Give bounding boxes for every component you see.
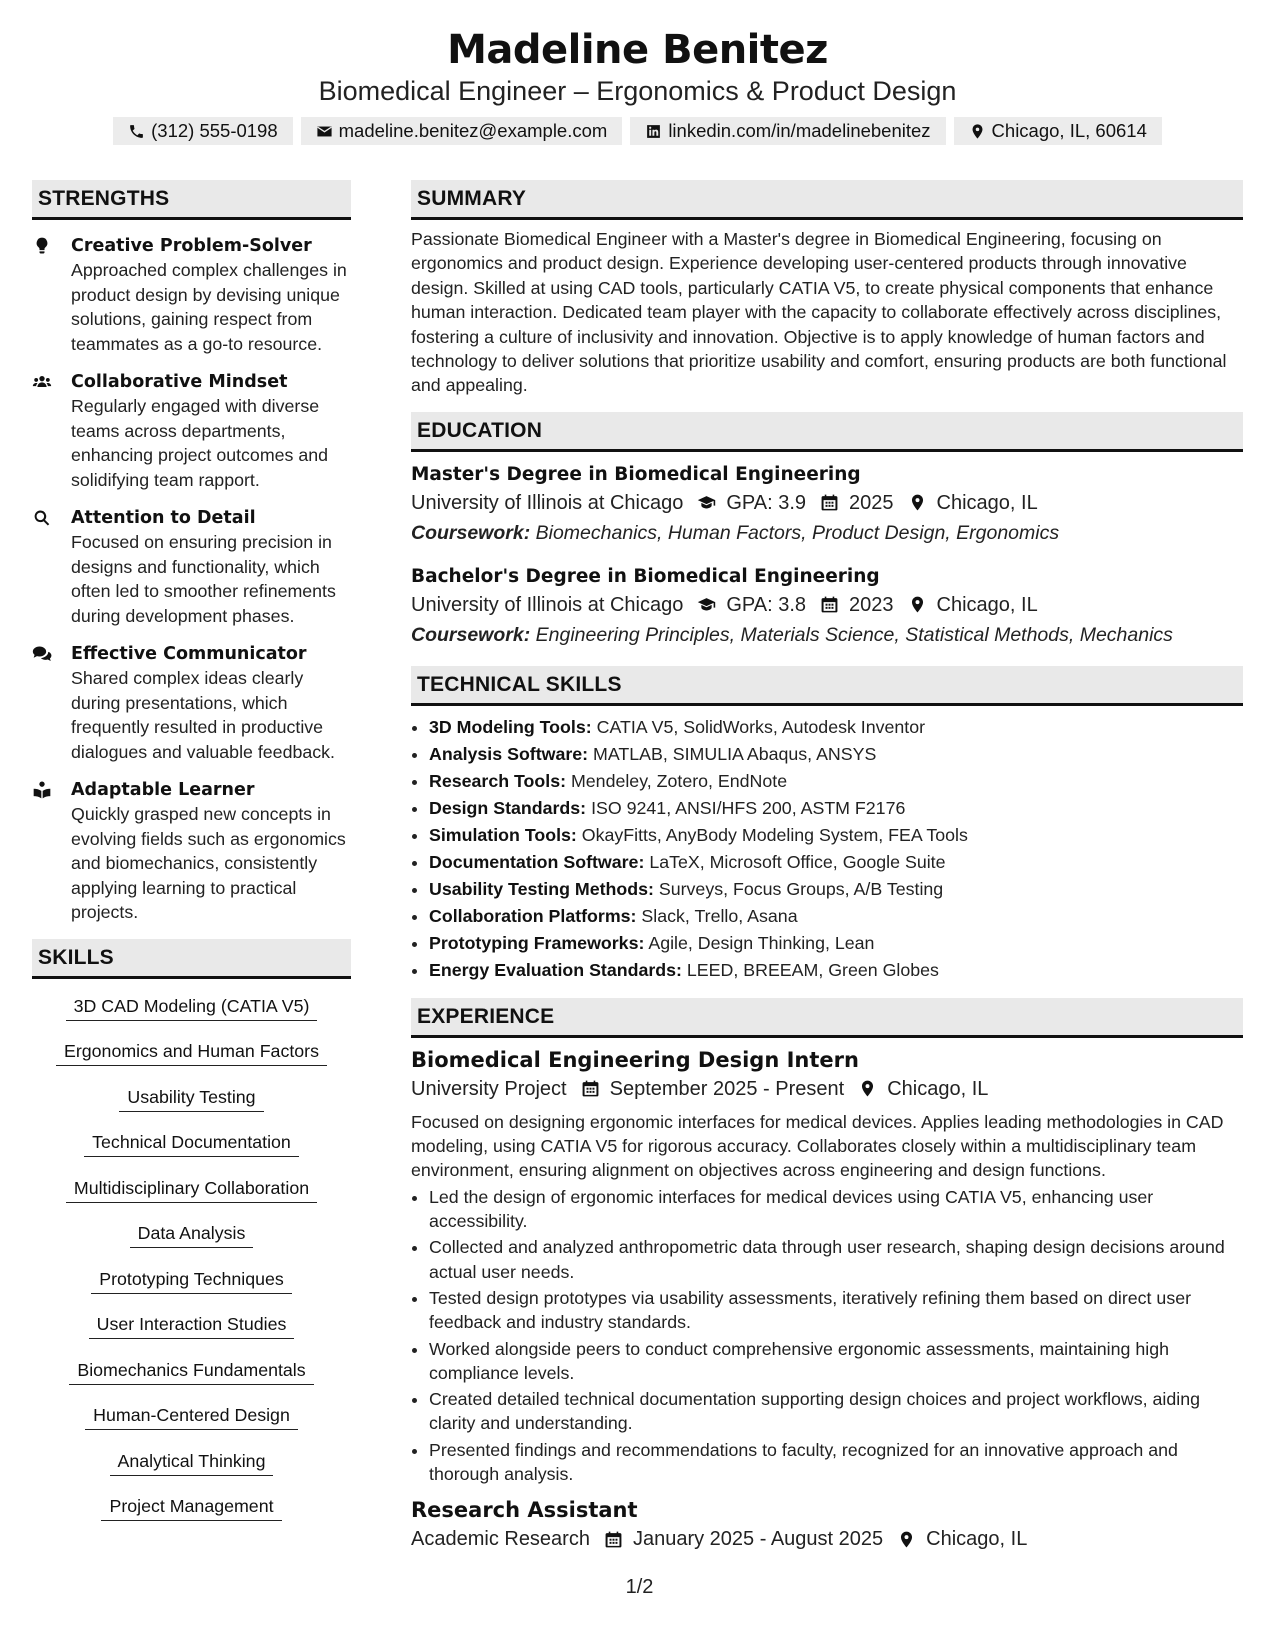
tech-skill-item [429, 876, 1243, 903]
tech-skill-item [429, 741, 1243, 768]
school-name: University of Illinois at Chicago [411, 593, 684, 616]
tech-skill-item [429, 903, 1243, 930]
page-number [0, 1576, 1275, 1599]
tech-skill-label: Simulation Tools: [429, 824, 577, 845]
job-meta [411, 1524, 1243, 1554]
contact-location[interactable] [954, 117, 1162, 145]
calendar-icon [581, 1079, 600, 1098]
skill-tag: Usability Testing [119, 1084, 263, 1112]
phone-text: (312) 555-0198 [151, 120, 278, 141]
education-entry [411, 462, 1243, 548]
job-bullet: • Presented findings and recommendations to faculty, recognized for an innovative approach and thorough analysis. [429, 1438, 1243, 1487]
job-dates: January 2025 - August 2025 [632, 1528, 884, 1551]
skills-section [32, 939, 351, 1539]
skills-list [32, 993, 351, 1539]
technical-skills-heading: TECHNICAL SKILLS [411, 666, 1243, 706]
coursework [411, 518, 1243, 548]
tech-skill-label: Energy Evaluation Standards: [429, 959, 682, 980]
location-text: Chicago, IL, 60614 [991, 120, 1147, 141]
tech-skill-value: Surveys, Focus Groups, A/B Testing [658, 878, 944, 899]
right-column [411, 180, 1243, 1554]
coursework-list: Engineering Principles, Materials Science, Statistical Methods, Mechanics [535, 623, 1173, 646]
tech-skill-value: Agile, Design Thinking, Lean [648, 932, 875, 953]
tech-skill-label: Analysis Software: [429, 743, 589, 764]
envelope-icon [316, 123, 333, 140]
page-number-text: 1/2 [625, 1576, 654, 1598]
tech-skill-value: ISO 9241, ANSI/HFS 200, ASTM F2176 [591, 797, 906, 818]
job-bullet: • Led the design of ergonomic interfaces for medical devices using CATIA V5, enhancing user accessibility. [429, 1185, 1243, 1234]
strength-item [32, 778, 351, 925]
skill-tag: 3D CAD Modeling (CATIA V5) [66, 993, 318, 1021]
candidate-name: Madeline Benitez [447, 27, 828, 73]
tech-skill-value: LEED, BREEAM, Green Globes [686, 959, 939, 980]
map-pin-icon [969, 123, 986, 140]
education-heading: EDUCATION [411, 412, 1243, 452]
job-location: Chicago, IL [887, 1077, 989, 1100]
strength-item [32, 370, 351, 492]
experience-section [411, 998, 1243, 1554]
strength-desc: Approached complex challenges in product design by devising unique solutions, gaining respect from teammates as a go-to resource. [71, 260, 347, 354]
contact-bar [0, 117, 1275, 145]
strength-item [32, 506, 351, 628]
school-name: University of Illinois at Chicago [411, 491, 684, 514]
job-title: Research Assistant [411, 1498, 638, 1523]
gpa: GPA: 3.8 [726, 593, 807, 616]
strengths-heading: STRENGTHS [32, 180, 351, 220]
tech-skill-item [429, 768, 1243, 795]
coursework [411, 620, 1243, 650]
graduation-cap-icon [697, 595, 716, 614]
job-dates: September 2025 - Present [609, 1077, 845, 1100]
strength-desc: Regularly engaged with diverse teams across departments, enhancing project outcomes and solidifying team rapport. [71, 396, 329, 490]
map-pin-icon [897, 1530, 916, 1549]
users-icon [32, 372, 52, 392]
strengths-section [32, 180, 351, 925]
graduation-cap-icon [697, 493, 716, 512]
map-pin-icon [908, 493, 927, 512]
job-bullets [411, 1185, 1243, 1487]
education-section [411, 412, 1243, 650]
skill-tag: Technical Documentation [84, 1129, 299, 1157]
job-location: Chicago, IL [926, 1528, 1028, 1551]
tech-skill-label: Prototyping Frameworks: [429, 932, 645, 953]
tech-skill-item [429, 714, 1243, 741]
summary-section [411, 180, 1243, 398]
tech-skill-item [429, 849, 1243, 876]
strength-title: Effective Communicator [71, 644, 307, 664]
tech-skill-item [429, 930, 1243, 957]
chat-bubbles-icon [32, 644, 52, 664]
strength-title: Creative Problem-Solver [71, 236, 312, 256]
tech-skill-label: Documentation Software: [429, 851, 645, 872]
skill-tag: User Interaction Studies [89, 1311, 295, 1339]
skill-tag: Data Analysis [130, 1220, 254, 1248]
tech-skill-value: LaTeX, Microsoft Office, Google Suite [649, 851, 946, 872]
job-bullet: • Tested design prototypes via usability assessments, iteratively refining them based on direct user feedback and industry standards. [429, 1286, 1243, 1335]
linkedin-icon [645, 123, 662, 140]
experience-heading: EXPERIENCE [411, 998, 1243, 1038]
technical-skills-section [411, 666, 1243, 984]
magnifier-icon [32, 508, 52, 528]
skill-tag: Biomechanics Fundamentals [69, 1357, 313, 1385]
tech-skill-item [429, 822, 1243, 849]
skills-heading: SKILLS [32, 939, 351, 979]
skill-tag: Multidisciplinary Collaboration [66, 1175, 317, 1203]
tech-skill-label: Usability Testing Methods: [429, 878, 654, 899]
strength-desc: Quickly grasped new concepts in evolving fields such as ergonomics and biomechanics, consistently applying learning to practical projects. [71, 804, 346, 922]
resume-header [0, 0, 1275, 145]
job-meta [411, 1074, 1243, 1104]
job-bullet: • Collected and analyzed anthropometric data through user research, shaping design decisions around actual user needs. [429, 1235, 1243, 1284]
tech-skill-label: 3D Modeling Tools: [429, 716, 592, 737]
calendar-icon [820, 595, 839, 614]
coursework-list: Biomechanics, Human Factors, Product Design, Ergonomics [535, 521, 1060, 544]
book-reader-icon [32, 780, 52, 800]
job-description: Focused on designing ergonomic interfaces for medical devices. Applies leading methodologies in CAD modeling, using CATIA V5 for rigorous accuracy. Collaborates closely within a multidisciplinary team environment, ensuring alignment on objectives across engineering and design functions. [411, 1111, 1224, 1181]
education-entry [411, 564, 1243, 650]
calendar-icon [820, 493, 839, 512]
degree-title: Master's Degree in Biomedical Engineering [411, 463, 861, 485]
edu-location: Chicago, IL [936, 593, 1038, 616]
summary-text: Passionate Biomedical Engineer with a Master's degree in Biomedical Engineering, focusing on ergonomics and product design. Experience developing user-centered products through innovative design. Skilled at using CAD tools, particularly CATIA V5, to create physical components that enhance human interaction. Dedicated team player with the capacity to collaborate effectively across disciplines, fostering a culture of inclusivity and innovation. Objective is to apply knowledge of human factors and technology to deliver solutions that prioritize usability and comfort, ensuring products are both functional and appealing. [411, 229, 1227, 396]
strength-item [32, 642, 351, 764]
skill-tag: Human-Centered Design [85, 1402, 298, 1430]
contact-email[interactable] [301, 117, 623, 145]
phone-icon [128, 123, 145, 140]
skill-tag: Analytical Thinking [110, 1448, 274, 1476]
strength-title: Attention to Detail [71, 508, 256, 528]
summary-heading: SUMMARY [411, 180, 1243, 220]
education-meta [411, 590, 1243, 620]
tech-skill-item [429, 957, 1243, 984]
job-org: University Project [411, 1077, 567, 1100]
technical-skills-list [411, 714, 1243, 984]
map-pin-icon [908, 595, 927, 614]
left-column [32, 180, 351, 1554]
tech-skill-value: Mendeley, Zotero, EndNote [570, 770, 788, 791]
strength-desc: Shared complex ideas clearly during presentations, which frequently resulted in productive dialogues and valuable feedback. [71, 668, 335, 762]
resume-body [32, 180, 1243, 1554]
job-title: Biomedical Engineering Design Intern [411, 1047, 859, 1072]
job-bullet: • Created detailed technical documentation supporting design choices and project workflows, aiding clarity and understanding. [429, 1387, 1243, 1436]
map-pin-icon [858, 1079, 877, 1098]
job-bullet: • Worked alongside peers to conduct comprehensive ergonomic assessments, maintaining high compliance levels. [429, 1337, 1243, 1386]
degree-title: Bachelor's Degree in Biomedical Engineering [411, 565, 880, 587]
job-entry [411, 1496, 1243, 1554]
skill-tag: Prototyping Techniques [91, 1266, 292, 1294]
strength-item [32, 234, 351, 356]
tech-skill-item [429, 795, 1243, 822]
skill-tag: Ergonomics and Human Factors [56, 1038, 327, 1066]
strength-title: Collaborative Mindset [71, 372, 288, 392]
grad-year: 2023 [849, 593, 894, 616]
email-text: madeline.benitez@example.com [338, 120, 608, 141]
tech-skill-value: CATIA V5, SolidWorks, Autodesk Inventor [596, 716, 926, 737]
tech-skill-label: Design Standards: [429, 797, 587, 818]
lightbulb-icon [32, 236, 52, 256]
strength-desc: Focused on ensuring precision in designs and functionality, which often led to smoother refinements during development phases. [71, 532, 336, 626]
tech-skill-value: Slack, Trello, Asana [641, 905, 798, 926]
edu-location: Chicago, IL [936, 491, 1038, 514]
linkedin-text: linkedin.com/in/madelinebenitez [668, 120, 931, 141]
tech-skill-value: OkayFitts, AnyBody Modeling System, FEA Tools [581, 824, 968, 845]
strength-title: Adaptable Learner [71, 780, 255, 800]
tech-skill-label: Collaboration Platforms: [429, 905, 637, 926]
tech-skill-value: MATLAB, SIMULIA Abaqus, ANSYS [593, 743, 877, 764]
coursework-label: Coursework: [411, 521, 531, 544]
contact-linkedin[interactable] [630, 117, 945, 145]
tech-skill-label: Research Tools: [429, 770, 567, 791]
skill-tag: Project Management [101, 1493, 281, 1521]
candidate-headline: Biomedical Engineer – Ergonomics & Product Design [318, 76, 957, 106]
education-meta [411, 488, 1243, 518]
calendar-icon [604, 1530, 623, 1549]
grad-year: 2025 [849, 491, 894, 514]
contact-phone[interactable] [113, 117, 293, 145]
job-entry [411, 1046, 1243, 1486]
gpa: GPA: 3.9 [726, 491, 807, 514]
job-org: Academic Research [411, 1528, 590, 1551]
coursework-label: Coursework: [411, 623, 531, 646]
